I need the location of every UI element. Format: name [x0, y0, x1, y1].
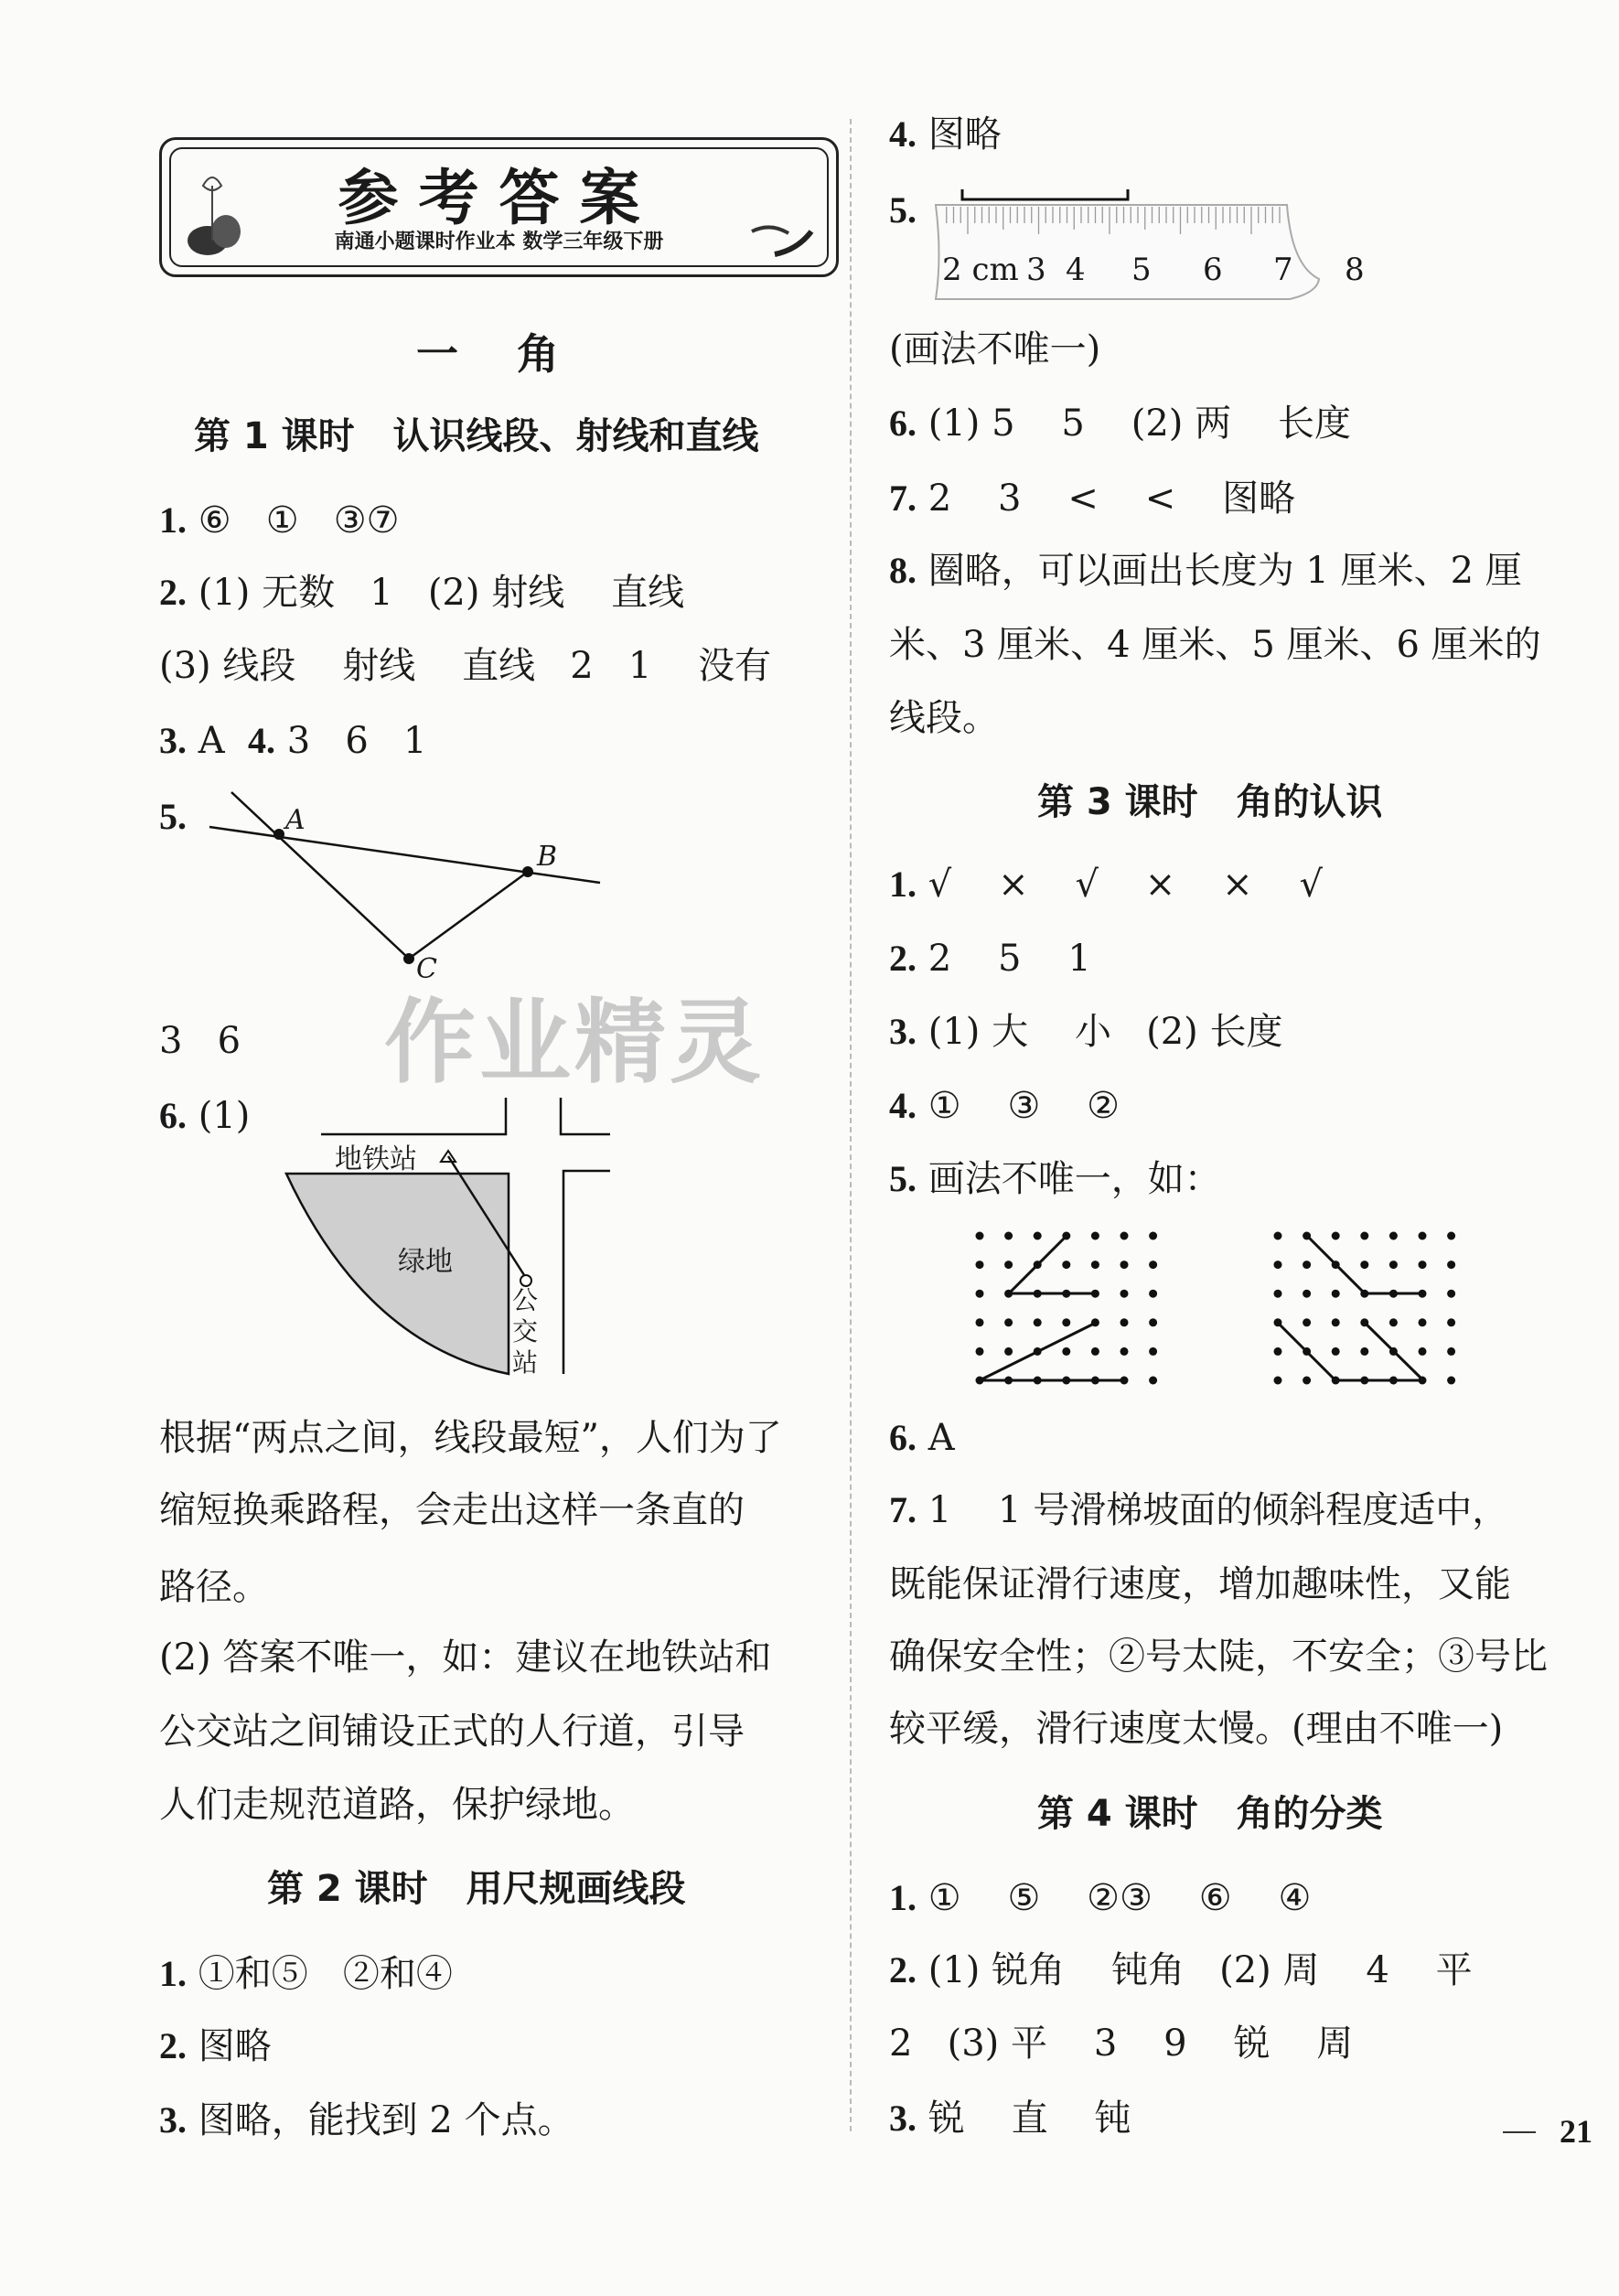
answer-text: 较平缓，滑行速度太慢。(理由不唯一)	[889, 1708, 1504, 1750]
grid-dot	[1091, 1261, 1099, 1269]
answer-text: (3) 线段 射线 直线 2 1 没有	[159, 645, 772, 687]
q-num: 4.	[889, 1085, 917, 1126]
grid-dot	[1332, 1347, 1340, 1356]
grid-dot	[1149, 1232, 1157, 1240]
q-num: 3.	[159, 720, 187, 761]
q-num: 6.	[159, 1095, 187, 1136]
answer-text: (1) 5 5 (2) 两 长度	[927, 402, 1351, 445]
answer-text: 图略	[927, 113, 1002, 156]
q-num: 1.	[889, 864, 917, 905]
grid-dot	[1149, 1261, 1157, 1269]
grid-dot	[1120, 1318, 1129, 1326]
answer-text: 图略	[198, 2025, 272, 2067]
answer-text: 图略，能找到 2 个点。	[198, 2099, 574, 2141]
grid-dot	[1360, 1232, 1368, 1240]
answer-text: 2 3 < < 图略	[927, 477, 1296, 520]
grid-dot	[1389, 1318, 1398, 1326]
answer-text: 2 (3) 平 3 9 锐 周	[889, 2022, 1354, 2065]
q-num: 4.	[889, 113, 917, 155]
q-num: 7.	[889, 1489, 917, 1530]
q-num: 6.	[889, 402, 917, 444]
grid-dot	[976, 1232, 984, 1240]
ruler-label: 6	[1203, 252, 1223, 288]
grid-dot	[1360, 1261, 1368, 1269]
answer-text: 公交站之间铺设正式的人行道，引导	[159, 1711, 745, 1753]
grid-dot	[1149, 1290, 1157, 1298]
answer-title: 参考答案	[338, 163, 660, 233]
answer-text: 缩短换乘路程，会走出这样一条直的	[159, 1489, 745, 1531]
answer-text: 画法不唯一，如：	[927, 1158, 1221, 1200]
answer-text: ① ③ ②	[927, 1085, 1120, 1127]
q-num: 5.	[889, 189, 917, 231]
grid-dot	[1120, 1347, 1129, 1356]
ruler-label: 7	[1273, 252, 1293, 288]
answer-text: 确保安全性；②号太陡，不安全；③号比	[889, 1636, 1548, 1678]
lesson2-title: 第 2 课时 用尺规画线段	[267, 1868, 686, 1910]
grid-dot	[1303, 1290, 1311, 1298]
chapter-title: 一 角	[416, 329, 560, 379]
grid-dot	[1447, 1347, 1455, 1356]
answer-text: 路径。	[159, 1566, 269, 1608]
answer-text: 3 6 1	[286, 720, 427, 762]
grid-dot	[1389, 1261, 1398, 1269]
answer-text: 3 6	[159, 1020, 241, 1062]
grid-dot	[1149, 1318, 1157, 1326]
point-label-c: C	[416, 953, 437, 985]
q-num: 3.	[889, 1011, 917, 1052]
q-num: 1.	[159, 1953, 187, 1994]
answer-header-banner	[159, 137, 839, 277]
grid-dot	[1091, 1232, 1099, 1240]
q-num: 8.	[889, 550, 917, 591]
answer-text: (画法不唯一)	[889, 328, 1101, 370]
answer-text: (1) 无数 1 (2) 射线 直线	[198, 572, 685, 614]
grid-dot	[1062, 1318, 1070, 1326]
bus-char: 交	[512, 1316, 539, 1346]
ruler-label: 2 cm	[942, 252, 1019, 288]
grid-dot	[1419, 1232, 1427, 1240]
answer-text: 线段。	[889, 697, 999, 739]
grid-dot	[1062, 1347, 1070, 1356]
answer-text: ⑥ ① ③⑦	[198, 499, 400, 542]
answer-text: 2 5 1	[927, 938, 1091, 980]
ruler-label: 8	[1345, 252, 1365, 288]
q-num: 2.	[159, 2025, 187, 2066]
page-number: 21	[1560, 2113, 1592, 2150]
grid-dot	[1004, 1261, 1013, 1269]
grid-dot	[1034, 1232, 1042, 1240]
q-num: 6.	[889, 1417, 917, 1458]
q-num: 4.	[248, 720, 276, 761]
grid-dot	[1062, 1261, 1070, 1269]
grid-dot	[1274, 1290, 1282, 1298]
grid-dot	[1004, 1318, 1013, 1326]
q-num: 5.	[889, 1158, 917, 1199]
point-label-a: A	[285, 804, 306, 836]
grid-dot	[1419, 1318, 1427, 1326]
grid-dot	[1120, 1290, 1129, 1298]
answer-text: A	[198, 720, 249, 762]
grid-dot	[1120, 1261, 1129, 1269]
grid-dot	[1274, 1347, 1282, 1356]
grid-dot	[1091, 1347, 1099, 1356]
ruler-label: 5	[1131, 252, 1152, 288]
lesson1-title: 第 1 课时 认识线段、射线和直线	[194, 415, 759, 457]
answer-text: 1 1 号滑梯坡面的倾斜程度适中，	[927, 1489, 1509, 1531]
grid-dot	[976, 1261, 984, 1269]
answer-text: (1) 大 小 (2) 长度	[927, 1011, 1283, 1053]
grid-dot	[1332, 1232, 1340, 1240]
q-num: 1.	[889, 1877, 917, 1918]
q-num: 5.	[159, 796, 187, 837]
answer-text: ①和⑤ ②和④	[198, 1953, 453, 1995]
point-label-b: B	[537, 841, 558, 873]
grid-dot	[976, 1318, 984, 1326]
q-num: 2.	[889, 938, 917, 979]
q-num: 3.	[159, 2099, 187, 2140]
grid-dot	[976, 1290, 984, 1298]
grid-dot	[1447, 1318, 1455, 1326]
grid-dot	[1034, 1318, 1042, 1326]
q-num: 2.	[889, 1949, 917, 1990]
q-num: 1.	[159, 499, 187, 541]
book-subtitle: 南通小题课时作业本 数学三年级下册	[334, 230, 664, 253]
map-label-bus	[512, 1285, 538, 1379]
bus-char: 站	[512, 1347, 539, 1378]
page-number-dash	[1503, 2131, 1536, 2133]
ruler-label: 4	[1066, 252, 1086, 288]
answer-text: 根据“两点之间，线段最短”，人们为了	[159, 1417, 782, 1459]
map-label-green: 绿地	[398, 1246, 453, 1278]
answer-text: (1) 锐角 钝角 (2) 周 4 平	[927, 1949, 1473, 1991]
grid-dot	[1447, 1377, 1455, 1385]
answer-text: 米、3 厘米、4 厘米、5 厘米、6 厘米的	[889, 624, 1541, 666]
grid-dot	[1360, 1347, 1368, 1356]
grid-dot	[1274, 1377, 1282, 1385]
grid-dot	[1303, 1261, 1311, 1269]
answer-text: A	[927, 1417, 955, 1459]
grid-dot	[1004, 1232, 1013, 1240]
answer-text: (1)	[198, 1095, 251, 1137]
grid-dot	[1389, 1232, 1398, 1240]
answer-text: 既能保证滑行速度，增加趣味性，又能	[889, 1563, 1511, 1605]
grid-dot	[1447, 1232, 1455, 1240]
grid-dot	[1447, 1290, 1455, 1298]
grid-dot	[1332, 1290, 1340, 1298]
grid-dot	[976, 1347, 984, 1356]
answer-text: (2) 答案不唯一，如：建议在地铁站和	[159, 1636, 772, 1679]
grid-dot	[1419, 1261, 1427, 1269]
column-divider	[850, 119, 852, 2131]
map-label-subway: 地铁站	[335, 1143, 417, 1175]
grid-dot	[1120, 1232, 1129, 1240]
grid-dot	[1303, 1377, 1311, 1385]
grid-dot	[1332, 1318, 1340, 1326]
lesson4-title: 第 4 课时 角的分类	[1037, 1793, 1383, 1835]
grid-dot	[1274, 1261, 1282, 1269]
grid-dot	[1274, 1232, 1282, 1240]
lesson3-title: 第 3 课时 角的认识	[1037, 781, 1383, 823]
answer-text: 圈略，可以画出长度为 1 厘米、2 厘	[927, 550, 1522, 592]
dot-grid-figure	[0, 0, 1, 1]
grid-dot	[1149, 1377, 1157, 1385]
answer-text: 锐 直 钝	[927, 2098, 1131, 2140]
grid-dot	[1303, 1318, 1311, 1326]
watermark: 作业精灵	[384, 989, 765, 1096]
grid-dot	[1149, 1347, 1157, 1356]
grid-dot	[1419, 1347, 1427, 1356]
grid-dot	[1447, 1261, 1455, 1269]
answer-text: ① ⑤ ②③ ⑥ ④	[927, 1877, 1312, 1919]
grid-dot	[1004, 1347, 1013, 1356]
ruler-label: 3	[1026, 252, 1046, 288]
q-num: 7.	[889, 477, 917, 519]
answer-text: 人们走规范道路，保护绿地。	[159, 1784, 635, 1826]
q-num: 2.	[159, 572, 187, 613]
bus-char: 公	[512, 1285, 539, 1315]
answer-text: √ × √ × × √	[927, 864, 1324, 906]
q-num: 3.	[889, 2098, 917, 2139]
